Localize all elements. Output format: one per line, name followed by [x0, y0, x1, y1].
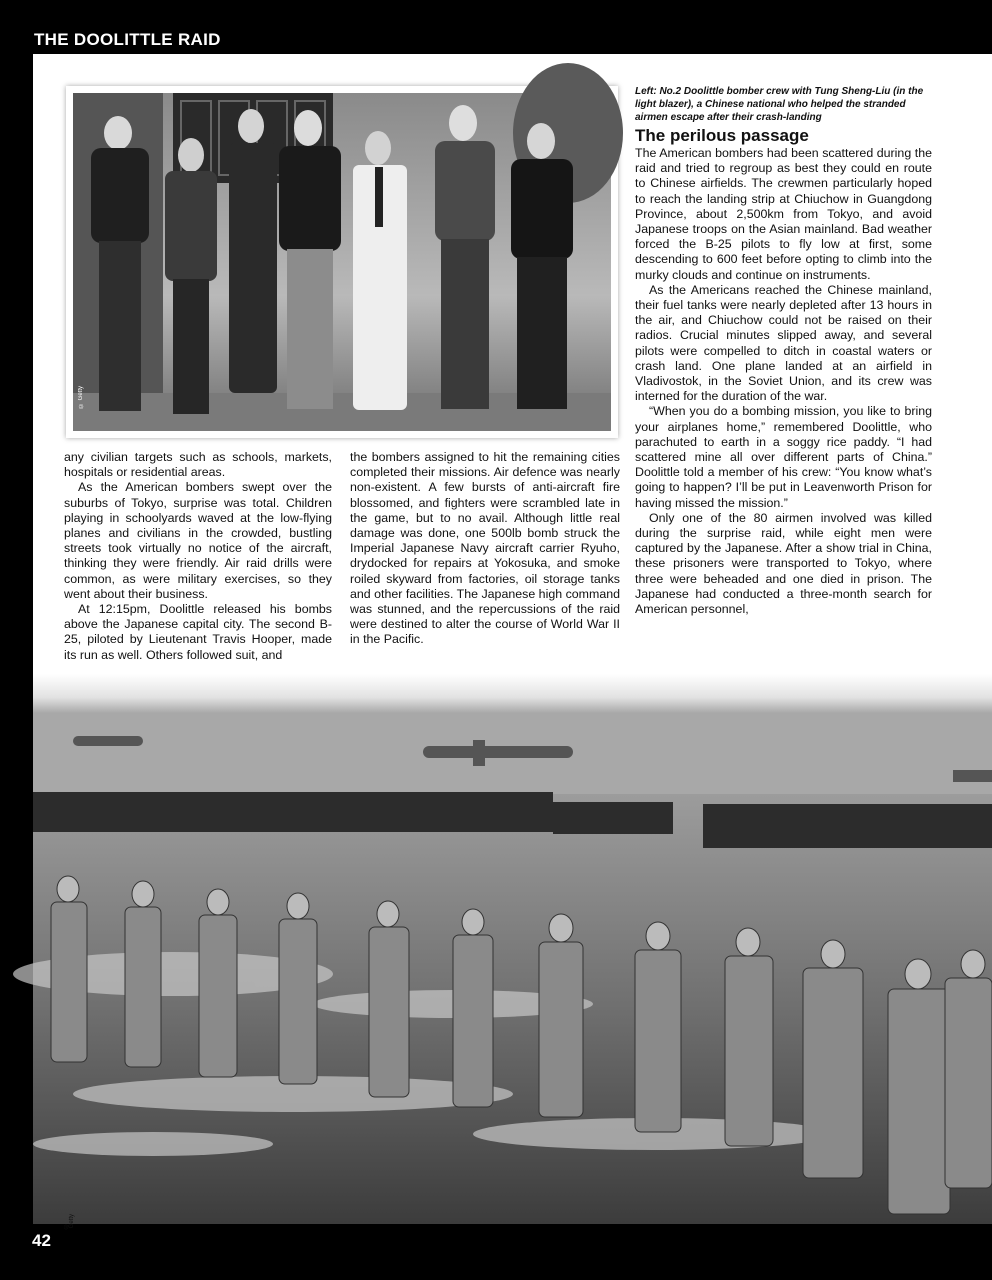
paragraph: the bombers assigned to hit the remaining cities completed their missions. Air defence was nearly non-existent. A few bursts of anti-aircraft fire blossomed, and fighters were scrambled late in the game, but to no avail. Although little real damage was done, one 500lb bomb struck the Imperial Japanese Navy aircraft carrier Ryuho, drydocked for repairs at Yokosuka, and smoke roiled skyward from factories, oil storage tanks and other facilities. The Japanese high command was stunned, and the repercussions of the raid were destined to alter the course of World War II in the Pacific.	[350, 450, 620, 647]
article-column-left	[64, 450, 332, 663]
caption-text: No.2 Doolittle bomber crew with Tung Sheng-Liu (in the light blazer), a Chinese national who helped the stranded airmen escape after their crash-landing	[635, 86, 924, 123]
airfield-photo	[33, 674, 992, 1229]
section-title: THE DOOLITTLE RAID	[34, 30, 221, 49]
paragraph: As the American bombers swept over the suburbs of Tokyo, surprise was total. Children playing in schoolyards waved at the low-flying planes and civilians in the crowded, bustling streets took virtually no notice of the aircraft, thinking they were friendly. Air raid drills were common, as were military exercises, so they went about their business.	[64, 480, 332, 601]
crew-photo	[73, 93, 611, 431]
paragraph: Only one of the 80 airmen involved was killed during the surprise raid, while eight men were captured by the Japanese. After a show trial in China, these prisoners were transported to Tokyo, where three were beheaded and one died in prison. The Japanese had conducted a three-month search for American personnel,	[635, 510, 932, 617]
photo-credit: © Getty	[78, 386, 84, 409]
page-number: 42	[32, 1231, 51, 1250]
paragraph: any civilian targets such as schools, markets, hospitals or residential areas.	[64, 450, 332, 480]
paragraph: At 12:15pm, Doolittle released his bombs above the Japanese capital city. The second B-25, piloted by Lieutenant Travis Hooper, made its run as well. Others followed suit, and	[64, 602, 332, 662]
article-column-middle	[350, 450, 620, 648]
airfield-parade-image	[33, 674, 992, 1224]
paragraph: As the Americans reached the Chinese mainland, their fuel tanks were nearly depleted after 13 hours in the air, and Chiuchow could not be raised on their radios. Crucial minutes slipped away, and several pilots were compelled to ditch in coastal waters or crash land. One plane landed at an airfield in Vladivostok, in the Soviet Union, and its crew was interned for the duration of the war.	[635, 282, 932, 404]
header-bar	[0, 0, 992, 54]
page-content	[33, 54, 992, 1229]
paragraph: “When you do a bombing mission, you like to bring your airplanes home,” remembered Doolittle, who parachuted to earth in a soggy rice paddy. “I had scattered mine all over different parts of China.” Doolittle told a member of his crew: “You know what’s going to happen? I’ll be put in Leavenworth Prison for having missed the mission.”	[635, 404, 932, 510]
article-column-right	[635, 146, 932, 617]
caption-label: Left:	[635, 86, 657, 97]
paragraph: The American bombers had been scattered during the raid and tried to regroup as best they could en route to Chinese airfields. The crewmen particularly hoped to reach the landing strip at Chiuchow in Guangdong Province, about 2,500km from Tokyo, and avoid Japanese troops on the Asian mainland. Bad weather forced the B-25 pilots to fly low at first, some descending to 600 feet before opting to climb into the murky clouds and continue on instruments.	[635, 146, 932, 282]
crew-photo-frame	[66, 86, 618, 438]
article-heading: The perilous passage	[635, 126, 809, 145]
photo-caption	[635, 85, 935, 124]
photo-credit: © Getty	[63, 1214, 75, 1229]
